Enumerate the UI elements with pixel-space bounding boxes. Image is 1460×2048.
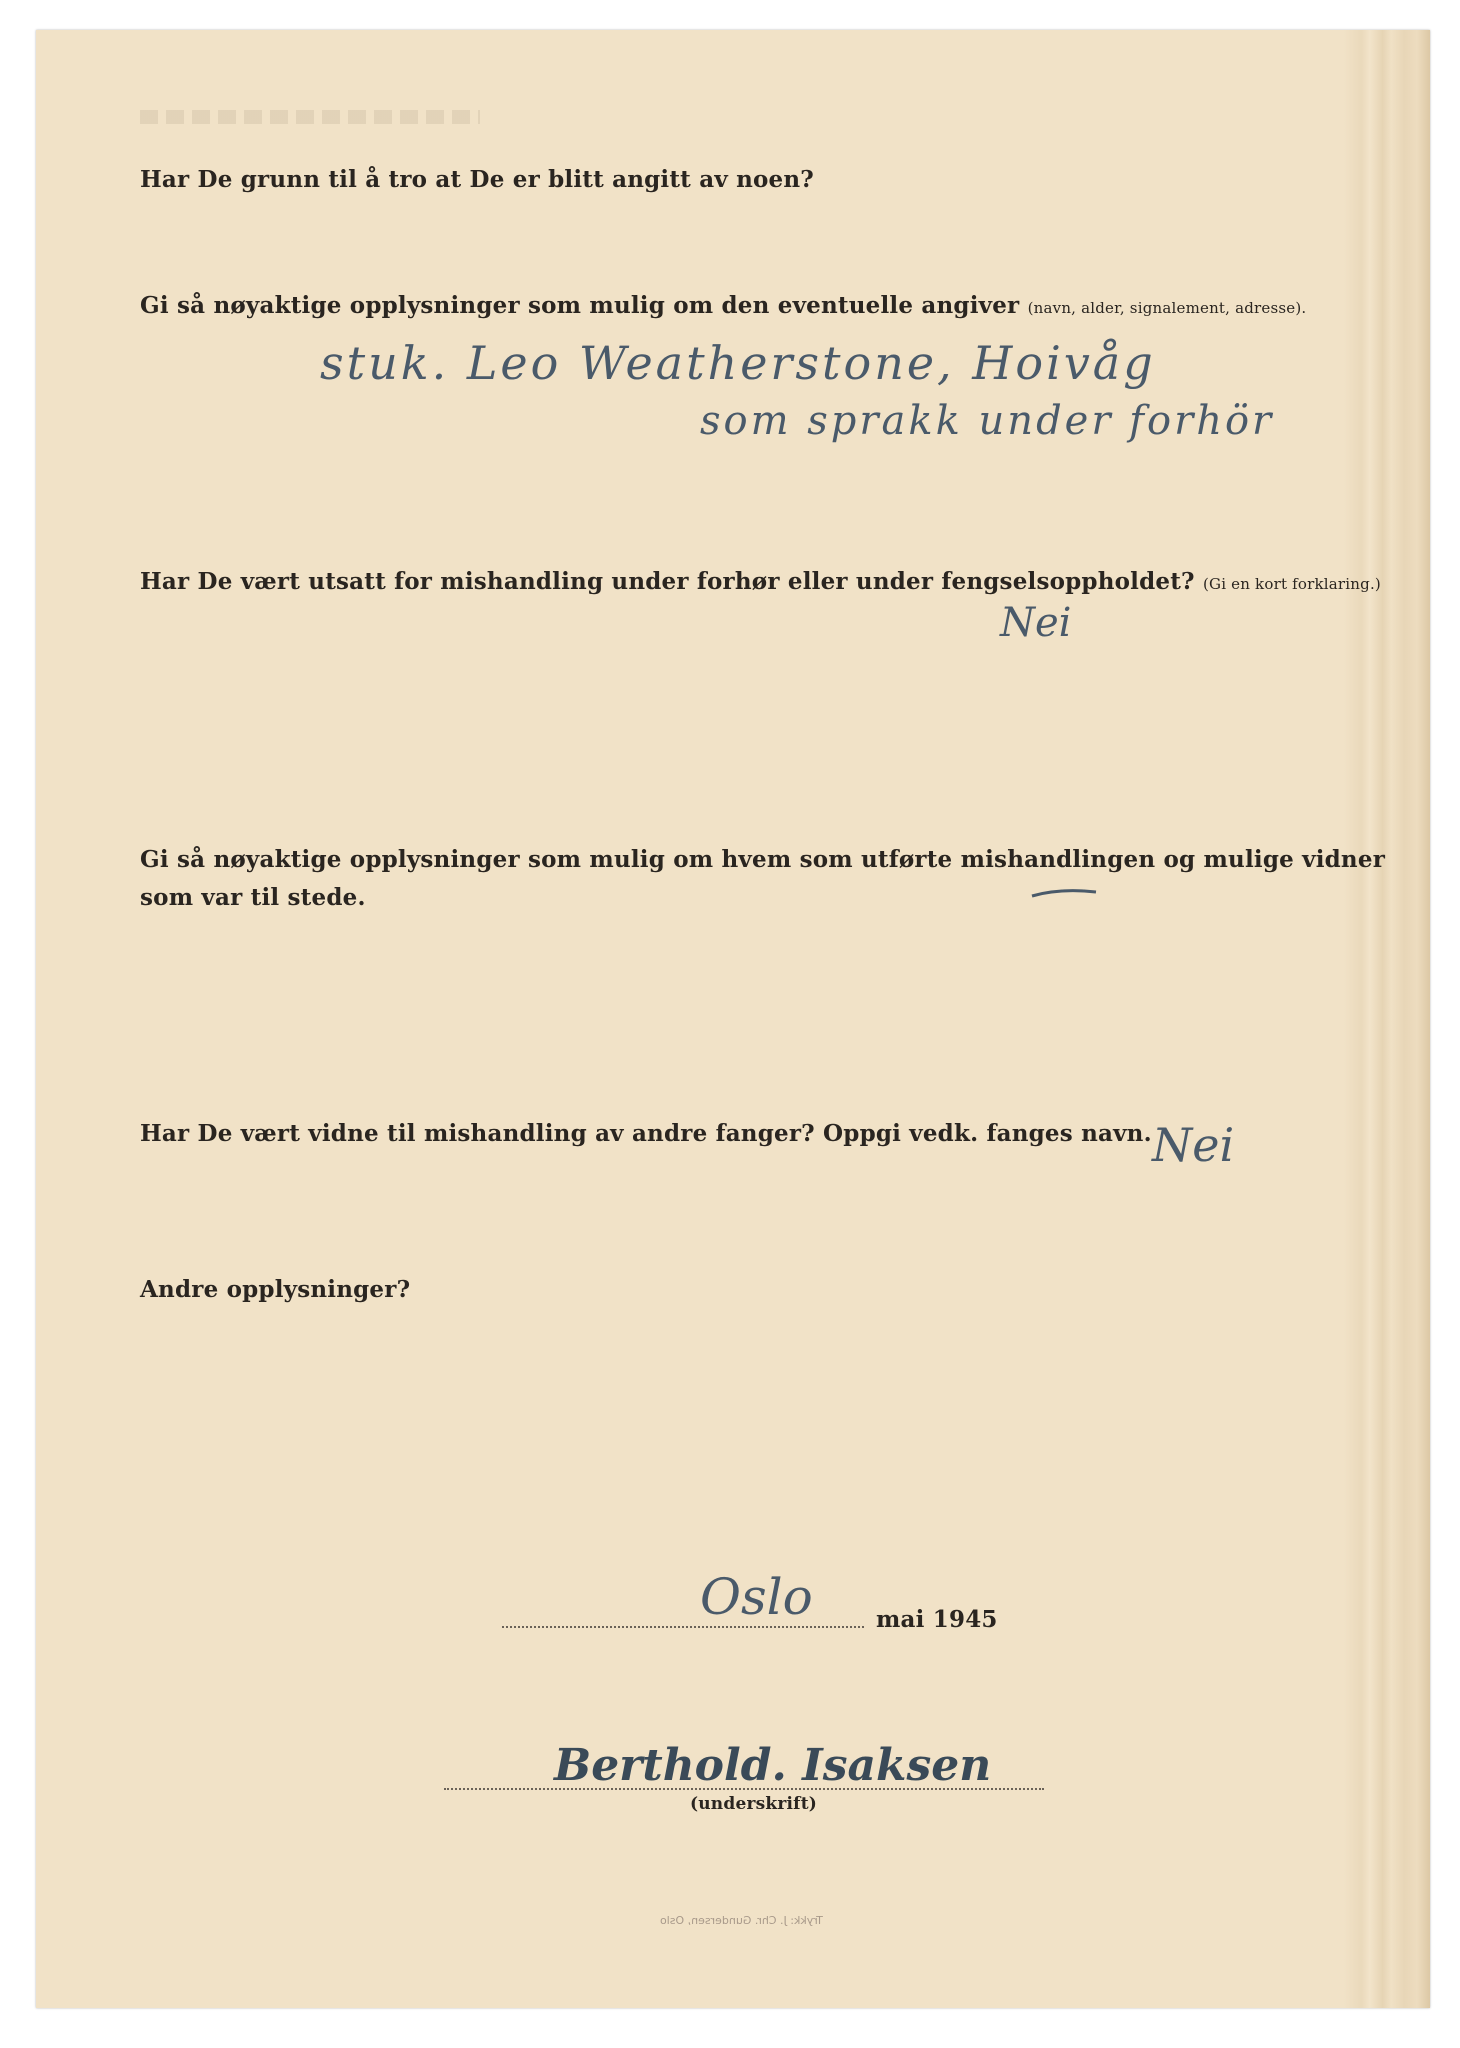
place-dotted-line	[502, 1626, 864, 1628]
printer-imprint: Trykk: J. Chr. Gundersen, Oslo	[660, 1914, 823, 1927]
signature-handwritten: Berthold. Isaksen	[554, 1740, 992, 1791]
signature-dotted-line	[444, 1788, 1044, 1790]
signature-caption: (underskrift)	[690, 1794, 817, 1814]
answer-place: Oslo	[700, 1568, 813, 1626]
pen-stroke-mark	[1030, 886, 1100, 900]
page-edge	[1344, 30, 1430, 2008]
question-informant-hint: (navn, alder, signalement, adresse).	[1027, 299, 1307, 317]
question-other-info: Andre opplysninger?	[140, 1276, 411, 1303]
question-mistreatment-hint: (Gi en kort forklaring.)	[1202, 575, 1381, 593]
question-denounced: Har De grunn til å tro at De er blitt angitt av noen?	[140, 166, 814, 193]
form-page	[36, 30, 1430, 2008]
date-suffix: mai 1945	[876, 1606, 998, 1633]
answer-witness: Nei	[1152, 1118, 1235, 1172]
question-informant-text: Gi så nøyaktige opplysninger som mulig om den eventuelle angiver	[140, 292, 1020, 319]
question-mistreatment	[140, 568, 1381, 595]
answer-informant-line1: stuk. Leo Weatherstone, Hoivåg	[320, 336, 1156, 390]
question-mistreatment-text: Har De vært utsatt for mishandling under forhør eller under fengselsoppholdet?	[140, 568, 1195, 595]
faint-header-text	[140, 110, 480, 124]
question-informant-details	[140, 292, 1306, 319]
question-witness: Har De vært vidne til mishandling av andre fanger? Oppgi vedk. fanges navn.	[140, 1120, 1152, 1147]
answer-mistreatment: Nei	[1000, 600, 1072, 646]
question-perpetrators-line2: som var til stede.	[140, 884, 366, 911]
answer-informant-line2: som sprakk under forhör	[700, 398, 1275, 444]
question-perpetrators-line1: Gi så nøyaktige opplysninger som mulig om hvem som utførte mishandlingen og mulige vidner	[140, 846, 1386, 873]
